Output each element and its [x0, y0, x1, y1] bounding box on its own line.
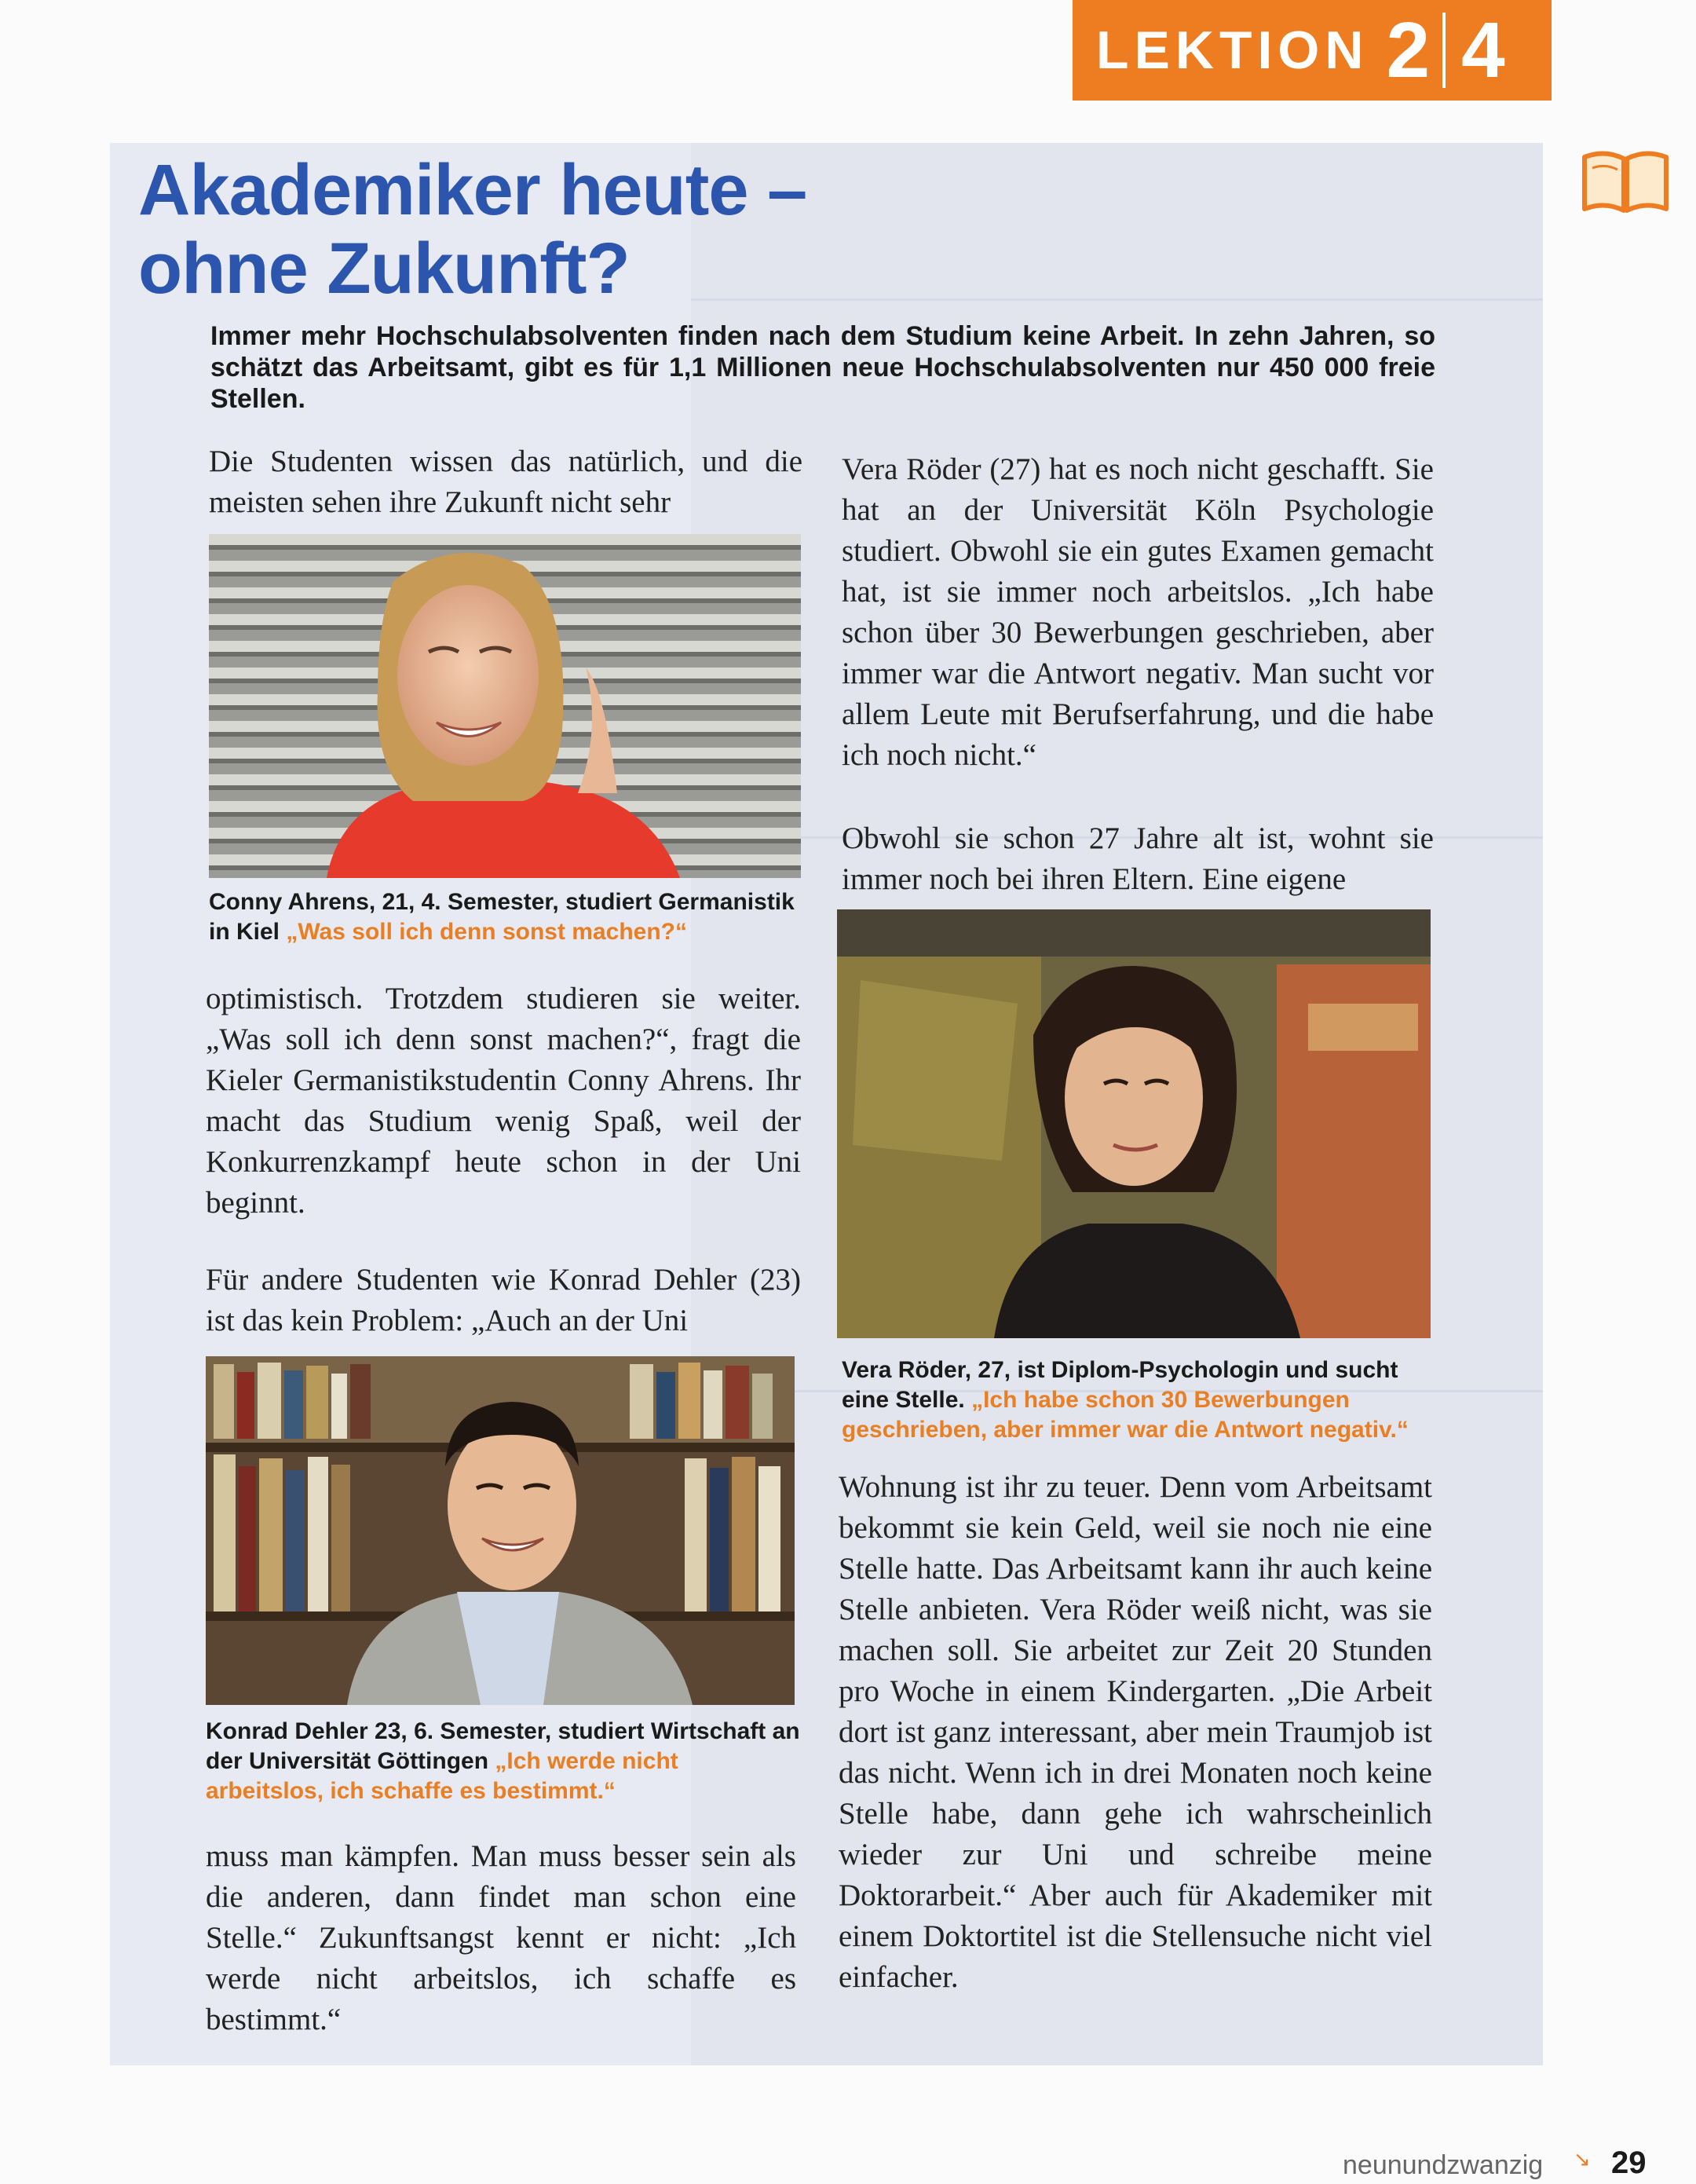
right-paragraph-1: Vera Röder (27) hat es noch nicht geschafft. Sie hat an der Universität Köln Psychologie studiert. Obwohl sie ein gutes Examen gemacht hat, ist sie immer noch arbeitslos. „Ich habe schon über 30 Bewerbungen geschrieben, aber immer war die Antwort negativ. Man sucht vor allem Leute mit Berufserfahrung, und die habe ich noch nicht.“ [842, 452, 1434, 772]
left-paragraph-3: Für andere Studenten wie Konrad Dehler (23) ist das kein Problem: „Auch an der Uni [206, 1263, 801, 1337]
right-paragraph-3: Wohnung ist ihr zu teuer. Denn vom Arbeitsamt bekommt sie kein Geld, weil sie noch nie eine Stelle hatte. Das Arbeitsamt kann ihr auch keine Stelle anbieten. Vera Röder weiß nicht, was sie machen soll. Sie arbeitet zur Zeit 20 Stunden pro Woche in einem Kindergarten. „Die Arbeit dort ist ganz interessant, aber mein Traumjob ist das nicht. Wenn ich in drei Monaten noch keine Stelle habe, dann gehe ich wahrscheinlich wieder zur Uni und schreibe meine Doktorarbeit.“ Aber auch für Akademiker mit einem Doktortitel ist die Stellensuche nicht viel einfacher. [839, 1470, 1432, 1994]
lektion-header [1073, 0, 1552, 101]
page-number: 29 [1611, 2146, 1647, 2180]
caption-conny-quote: „Was soll ich denn sonst machen?“ [286, 919, 688, 945]
photo-conny-ahrens [209, 534, 801, 878]
lektion-label: LEKTION [1096, 20, 1369, 80]
open-book-icon [1578, 146, 1672, 217]
page-number-word: neunundzwanzig [1343, 2150, 1544, 2180]
footer-ornament-icon: ↘ [1574, 2147, 1591, 2171]
caption-konrad-dehler [206, 1717, 802, 1806]
lektion-number-left: 2 [1386, 5, 1431, 94]
left-paragraph-1: Die Studenten wissen das natürlich, und die meisten sehen ihre Zukunft nicht sehr [209, 444, 802, 519]
caption-konrad-quote: „Ich werde nicht arbeitslos, ich schaffe es bestimmt.“ [206, 1748, 678, 1804]
right-paragraph-2: Obwohl sie schon 27 Jahre alt ist, wohnt sie immer noch bei ihren Eltern. Eine eigene [842, 821, 1434, 896]
left-paragraph-2: optimistisch. Trotzdem studieren sie weiter. „Was soll ich denn sonst machen?“, fragt die Kieler Germanistikstudentin Conny Ahrens. Ihr macht das Studium wenig Spaß, weil der Konkurrenzkampf heute schon in der Uni beginnt. [206, 982, 801, 1220]
headline-line-1: Akademiker heute – [138, 150, 807, 230]
photo-konrad-dehler [206, 1356, 795, 1705]
article-lead: Immer mehr Hochschulabsolventen finden nach dem Studium keine Arbeit. In zehn Jahren, so schätzt das Arbeitsamt, gibt es für 1,1 Millionen neue Hochschulabsolventen nur 450 000 freie Stellen. [210, 321, 1435, 414]
lektion-number-right: 4 [1461, 5, 1505, 94]
lektion-divider [1442, 13, 1446, 88]
headline-line-2: ohne Zukunft? [138, 229, 630, 309]
left-paragraph-4: muss man kämpfen. Man muss besser sein als die anderen, dann findet man schon eine Stelle.“ Zukunftsangst kennt er nicht: „Ich werde nicht arbeitslos, ich schaffe es bestimmt.“ [206, 1839, 796, 2036]
photo-vera-roeder [837, 909, 1431, 1338]
caption-vera-roeder [842, 1355, 1438, 1445]
caption-konrad-text: Konrad Dehler 23, 6. Semester, studiert Wirtschaft an der Universität Göttingen [206, 1718, 800, 1774]
caption-vera-quote: „Ich habe schon 30 Bewerbungen geschrieben, aber immer war die Antwort negativ.“ [842, 1387, 1409, 1443]
caption-conny-text: Conny Ahrens, 21, 4. Semester, studiert Germanistik in Kiel [209, 889, 795, 945]
caption-vera-text: Vera Röder, 27, ist Diplom-Psychologin und sucht eine Stelle. [842, 1357, 1398, 1413]
caption-conny-ahrens [209, 887, 806, 947]
article-headline [138, 151, 1002, 308]
